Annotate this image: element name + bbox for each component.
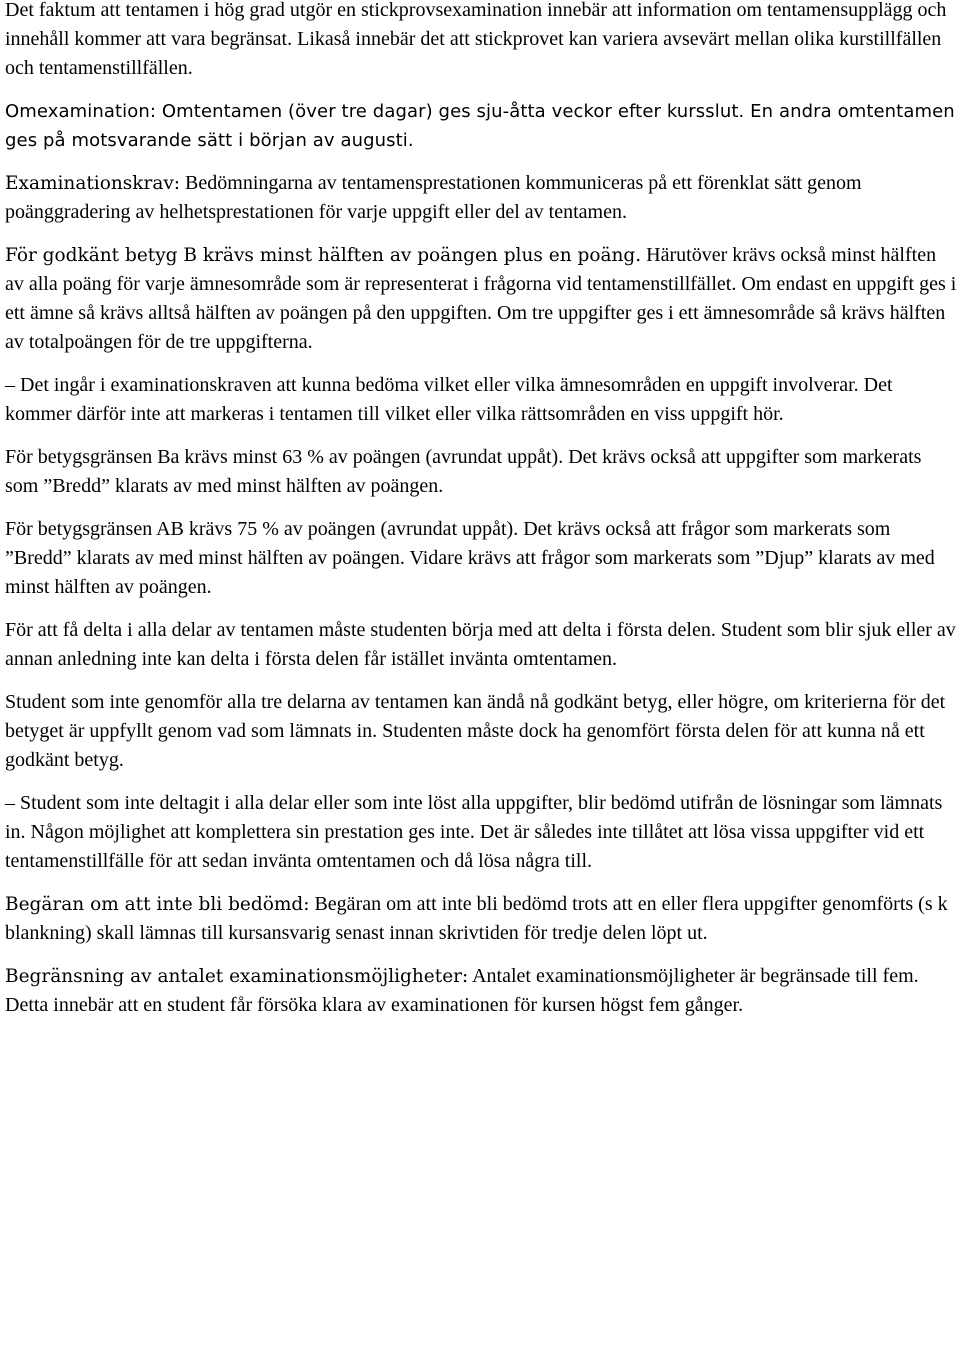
betyg-ab-text: För betygsgränsen AB krävs 75 % av poängen (avrundat uppåt). Det krävs också att frågor som markerats som ”Bredd” klarats av med minst hälften av poängen. Vidare krävs att frågor som markerats som ”Djup” klarats av med minst hälften av poängen. — [5, 518, 935, 598]
betyg-ba-text: För betygsgränsen Ba krävs minst 63 % av poängen (avrundat uppåt). Det krävs också att uppgifter som markerats som ”Bredd” klarats av med minst hälften av poängen. — [5, 446, 922, 497]
paragraph-examinationskrav — [5, 169, 957, 227]
omexamination-label: Omexamination: — [5, 101, 157, 122]
paragraph-tre-delar — [5, 688, 957, 775]
paragraph-intro-text: Det faktum att tentamen i hög grad utgör en stickprovsexamination innebär att information om tentamensupplägg och innehåll kommer att vara begränsat. Likaså innebär det att stickprovet kan variera avsevärt mellan olika kurstillfällen och tentamenstillfällen. — [5, 0, 947, 79]
paragraph-betyg-ab — [5, 515, 957, 602]
forsta-delen-text: För att få delta i alla delar av tentamen måste studenten börja med att delta i första delen. Student som blir sjuk eller av annan anledning inte kan delta i första delen får istället invänta omtentamen. — [5, 619, 956, 670]
paragraph-amnesomraden — [5, 371, 957, 429]
komplettering-text: – Student som inte deltagit i alla delar eller som inte löst alla uppgifter, blir bedömd utifrån de lösningar som lämnats in. Någon möjlighet att komplettera sin prestation ges inte. Det är således inte tillåtet att lösa vissa uppgifter vid ett tentamenstillfälle för att sedan invänta omtentamen och då lösa några till. — [5, 792, 943, 872]
document-page — [5, 0, 957, 1034]
begaran-text: Begäran om att inte bli bedömd trots att en eller flera uppgifter genomförts (s k blankning) skall lämnas till kursansvarig senast innan skrivtiden för tredje delen löpt ut. — [5, 893, 948, 944]
examinationskrav-text: Bedömningarna av tentamensprestationen kommuniceras på ett förenklat sätt genom poänggradering av helhetsprestationen för varje uppgift eller del av tentamen. — [5, 172, 862, 223]
omexamination-text: Omtentamen (över tre dagar) ges sju-åtta veckor efter kursslut. En andra omtentamen ges på motsvarande sätt i början av augusti. — [5, 101, 955, 151]
paragraph-omexamination — [5, 97, 957, 155]
examinationskrav-label: Examinationskrav: — [5, 173, 181, 194]
begransning-text: Antalet examinationsmöjligheter är begränsade till fem. Detta innebär att en student får försöka klara av examinationen för kursen högst fem gånger. — [5, 965, 919, 1016]
paragraph-intro — [5, 0, 957, 83]
paragraph-betyg-ba — [5, 443, 957, 501]
godkant-lead: För godkänt betyg B krävs minst hälften av poängen plus en poäng. — [5, 245, 642, 266]
begransning-label: Begränsning av antalet examinationsmöjligheter: — [5, 966, 469, 987]
paragraph-begransning — [5, 962, 957, 1020]
paragraph-forsta-delen — [5, 616, 957, 674]
paragraph-begaran — [5, 890, 957, 948]
paragraph-godkant — [5, 241, 957, 357]
paragraph-komplettering — [5, 789, 957, 876]
godkant-text: Härutöver krävs också minst hälften av alla poäng för varje ämnesområde som är representerat i frågorna vid tentamenstillfället. Om endast en uppgift ges i ett ämne så krävs alltså hälften av poängen på den uppgiften. Om tre uppgifter ges i ett ämnesområde så krävs hälften av totalpoängen för de tre uppgifterna. — [5, 244, 957, 353]
tre-delar-text: Student som inte genomför alla tre delarna av tentamen kan ändå nå godkänt betyg, eller högre, om kriterierna för det betyget är uppfyllt genom vad som lämnats in. Studenten måste dock ha genomfört första delen för att kunna nå ett godkänt betyg. — [5, 691, 946, 771]
begaran-label: Begäran om att inte bli bedömd: — [5, 894, 310, 915]
amnesomraden-text: – Det ingår i examinationskraven att kunna bedöma vilket eller vilka ämnesområden en uppgift involverar. Det kommer därför inte att markeras i tentamen till vilket eller vilka rättsområden en viss uppgift hör. — [5, 374, 893, 425]
